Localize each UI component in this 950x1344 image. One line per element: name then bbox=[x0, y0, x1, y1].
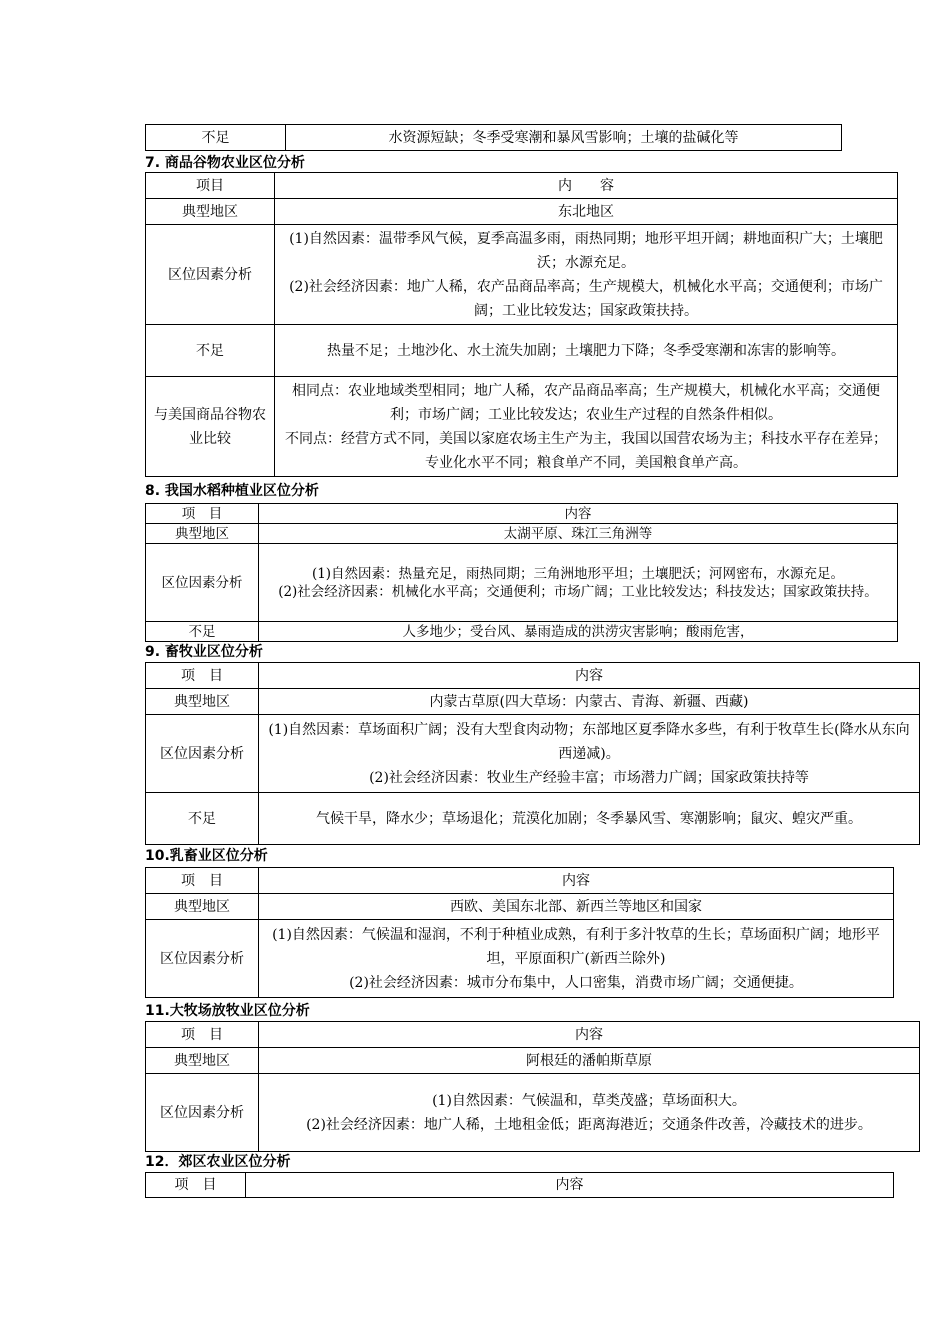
section-heading-10: 10.乳畜业区位分析 bbox=[145, 848, 268, 864]
row-label: 典型地区 bbox=[146, 199, 275, 225]
social-factors: (2)社会经济因素：机械化水平高；交通便利；市场广阔；工业比较发达；科技发达；国家政策扶持。 bbox=[278, 583, 878, 600]
row-value: 水资源短缺；冬季受寒潮和暴风雪影响；土壤的盐碱化等 bbox=[286, 125, 842, 151]
table-row bbox=[146, 199, 898, 225]
section-heading-9: 9. 畜牧业区位分析 bbox=[145, 644, 263, 660]
table-section-8 bbox=[145, 503, 898, 642]
row-value: 内蒙古草原(四大草场：内蒙古、青海、新疆、西藏) bbox=[259, 689, 920, 715]
table-row bbox=[146, 920, 894, 998]
header-content: 内容 bbox=[259, 868, 894, 894]
natural-factors: (1)自然因素：温带季风气候，夏季高温多雨，雨热同期；地形平坦开阔；耕地面积广大；土壤肥沃；水源充足。 bbox=[289, 230, 883, 271]
header-item: 项 目 bbox=[146, 1022, 259, 1048]
table-section-9 bbox=[145, 662, 920, 845]
row-label: 典型地区 bbox=[146, 689, 259, 715]
section-heading-7: 7. 商品谷物农业区位分析 bbox=[145, 155, 305, 171]
row-value bbox=[275, 377, 898, 477]
row-value: 热量不足；土地沙化、水土流失加剧；土壤肥力下降；冬季受寒潮和冻害的影响等。 bbox=[275, 325, 898, 377]
social-factors: (2)社会经济因素：地广人稀，农产品商品率高；生产规模大，机械化水平高；交通便利；市场广阔；工业比较发达；国家政策扶持。 bbox=[289, 278, 883, 319]
table-continuation bbox=[145, 124, 842, 151]
natural-factors: (1)自然因素：气候温和，草类茂盛；草场面积大。 bbox=[432, 1092, 746, 1109]
table-header-row bbox=[146, 173, 898, 199]
row-label: 区位因素分析 bbox=[146, 225, 275, 325]
table-row bbox=[146, 793, 920, 845]
row-value: 太湖平原、珠江三角洲等 bbox=[259, 524, 898, 544]
row-value: 东北地区 bbox=[275, 199, 898, 225]
row-value bbox=[259, 1074, 920, 1152]
row-label: 不足 bbox=[146, 793, 259, 845]
social-factors: (2)社会经济因素：地广人稀，土地租金低；距离海港近；交通条件改善，冷藏技术的进步。 bbox=[306, 1116, 872, 1133]
header-content: 内容 bbox=[259, 663, 920, 689]
header-content: 内容 bbox=[259, 1022, 920, 1048]
header-item: 项 目 bbox=[146, 504, 259, 524]
table-section-7 bbox=[145, 172, 898, 477]
row-label: 区位因素分析 bbox=[146, 544, 259, 622]
natural-factors: (1)自然因素：草场面积广阔；没有大型食肉动物；东部地区夏季降水多些，有利于牧草生长(降水从东向西递减)。 bbox=[268, 721, 910, 762]
table-row bbox=[146, 715, 920, 793]
row-value: 阿根廷的潘帕斯草原 bbox=[259, 1048, 920, 1074]
table-header-row bbox=[146, 1022, 920, 1048]
similarities: 相同点：农业地域类型相同；地广人稀，农产品商品率高；生产规模大，机械化水平高；交通便利；市场广阔；工业比较发达；农业生产过程的自然条件相似。 bbox=[292, 382, 880, 423]
row-label: 典型地区 bbox=[146, 524, 259, 544]
section-heading-11: 11.大牧场放牧业区位分析 bbox=[145, 1003, 310, 1019]
table-header-row bbox=[146, 504, 898, 524]
row-label: 典型地区 bbox=[146, 1048, 259, 1074]
table-row bbox=[146, 689, 920, 715]
row-label: 区位因素分析 bbox=[146, 715, 259, 793]
table-row bbox=[146, 377, 898, 477]
natural-factors: (1)自然因素：气候温和湿润，不利于种植业成熟，有利于多汁牧草的生长；草场面积广阔；地形平坦，平原面积广(新西兰除外) bbox=[272, 926, 880, 967]
table-row bbox=[146, 894, 894, 920]
header-item: 项 目 bbox=[146, 663, 259, 689]
section-heading-12: 12．郊区农业区位分析 bbox=[145, 1154, 291, 1170]
row-label: 不足 bbox=[146, 325, 275, 377]
row-value: 西欧、美国东北部、新西兰等地区和国家 bbox=[259, 894, 894, 920]
row-value: 人多地少；受台风、暴雨造成的洪涝灾害影响；酸雨危害， bbox=[259, 622, 898, 642]
header-content: 内 容 bbox=[275, 173, 898, 199]
row-label: 与美国商品谷物农业比较 bbox=[146, 377, 275, 477]
row-value bbox=[275, 225, 898, 325]
table-section-11 bbox=[145, 1021, 920, 1152]
differences: 不同点：经营方式不同，美国以家庭农场主生产为主，我国以国营农场为主；科技水平存在差异；专业化水平不同；粮食单产不同，美国粮食单产高。 bbox=[285, 430, 887, 471]
row-value bbox=[259, 920, 894, 998]
table-header-row bbox=[146, 1173, 894, 1198]
table-row bbox=[146, 524, 898, 544]
row-label: 区位因素分析 bbox=[146, 920, 259, 998]
row-label: 不足 bbox=[146, 622, 259, 642]
social-factors: (2)社会经济因素：牧业生产经验丰富；市场潜力广阔；国家政策扶持等 bbox=[369, 769, 809, 786]
table-row bbox=[146, 622, 898, 642]
table-row bbox=[146, 225, 898, 325]
table-row bbox=[146, 325, 898, 377]
table-row bbox=[146, 125, 842, 151]
table-header-row bbox=[146, 868, 894, 894]
natural-factors: (1)自然因素：热量充足，雨热同期；三角洲地形平坦；土壤肥沃；河网密布，水源充足。 bbox=[311, 565, 845, 582]
row-value: 气候干旱，降水少；草场退化；荒漠化加剧；冬季暴风雪、寒潮影响；鼠灾、蝗灾严重。 bbox=[259, 793, 920, 845]
table-row bbox=[146, 544, 898, 622]
table-header-row bbox=[146, 663, 920, 689]
header-content: 内容 bbox=[259, 504, 898, 524]
row-value bbox=[259, 544, 898, 622]
row-label: 不足 bbox=[146, 125, 286, 151]
table-row bbox=[146, 1074, 920, 1152]
row-label: 典型地区 bbox=[146, 894, 259, 920]
header-item: 项 目 bbox=[146, 868, 259, 894]
table-row bbox=[146, 1048, 920, 1074]
table-section-12 bbox=[145, 1172, 894, 1198]
row-label: 区位因素分析 bbox=[146, 1074, 259, 1152]
header-content: 内容 bbox=[246, 1173, 894, 1198]
social-factors: (2)社会经济因素：城市分布集中，人口密集，消费市场广阔；交通便捷。 bbox=[349, 974, 803, 991]
header-item: 项目 bbox=[146, 173, 275, 199]
header-item: 项 目 bbox=[146, 1173, 246, 1198]
row-value bbox=[259, 715, 920, 793]
table-section-10 bbox=[145, 867, 894, 998]
section-heading-8: 8. 我国水稻种植业区位分析 bbox=[145, 483, 319, 499]
